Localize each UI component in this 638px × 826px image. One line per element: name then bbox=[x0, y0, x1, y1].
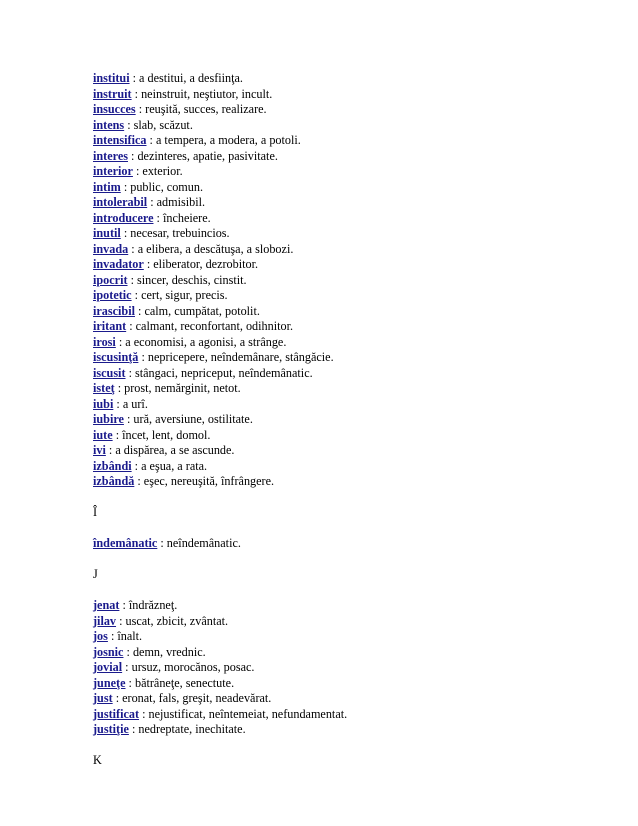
entry-antonyms: : ură, aversiune, ostilitate. bbox=[123, 412, 253, 426]
entry-antonyms: : a urî. bbox=[113, 396, 148, 411]
blank-line bbox=[93, 521, 613, 537]
dictionary-entry bbox=[93, 614, 613, 630]
entry-term-link[interactable]: institui bbox=[93, 71, 130, 85]
entry-antonyms: : nedreptate, inechitate. bbox=[128, 722, 246, 736]
entry-antonyms: : îndrăzneţ. bbox=[119, 598, 178, 612]
entry-antonyms: : calmant, reconfortant, odihnitor. bbox=[126, 319, 294, 333]
entry-term-link[interactable]: jenat bbox=[93, 598, 120, 612]
entry-term-link[interactable]: justiţie bbox=[93, 722, 129, 736]
dictionary-entry bbox=[93, 164, 613, 180]
entry-term-link[interactable]: invada bbox=[93, 241, 129, 256]
entry-term-link[interactable]: inutil bbox=[93, 226, 121, 240]
entry-term-link[interactable]: just bbox=[93, 691, 113, 705]
dictionary-entry bbox=[93, 474, 613, 490]
entry-term-link[interactable]: juneţe bbox=[93, 675, 126, 690]
dictionary-entry bbox=[93, 273, 613, 289]
dictionary-entry bbox=[93, 660, 613, 676]
entry-antonyms: : uscat, zbicit, zvântat. bbox=[116, 613, 229, 628]
entry-term-link[interactable]: ivi bbox=[93, 443, 106, 457]
entry-antonyms: : necesar, trebuincios. bbox=[120, 226, 230, 240]
dictionary-entry bbox=[93, 335, 613, 351]
entry-antonyms: : a dispărea, a se ascunde. bbox=[105, 443, 235, 457]
dictionary-entry bbox=[93, 149, 613, 165]
entry-antonyms: : nepricepere, neîndemânare, stângăcie. bbox=[138, 350, 334, 364]
dictionary-entry bbox=[93, 691, 613, 707]
dictionary-entry bbox=[93, 412, 613, 428]
entry-antonyms: : eronat, fals, greşit, neadevărat. bbox=[112, 691, 272, 705]
section-letter: K bbox=[93, 753, 102, 767]
blank-line bbox=[93, 552, 613, 568]
entry-antonyms: : încheiere. bbox=[153, 210, 211, 225]
entry-antonyms: : bătrâneţe, senectute. bbox=[125, 675, 235, 690]
entry-antonyms: : a tempera, a modera, a potoli. bbox=[146, 133, 301, 147]
blank-line bbox=[93, 490, 613, 506]
entry-antonyms: : exterior. bbox=[132, 164, 183, 178]
dictionary-entry bbox=[93, 102, 613, 118]
entry-term-link[interactable]: insucces bbox=[93, 102, 136, 116]
entry-term-link[interactable]: interes bbox=[93, 148, 128, 163]
entry-term-link[interactable]: îndemânatic bbox=[93, 536, 158, 550]
dictionary-entry bbox=[93, 226, 613, 242]
blank-line bbox=[93, 738, 613, 754]
entry-term-link[interactable]: intim bbox=[93, 179, 121, 194]
entry-term-link[interactable]: josnic bbox=[93, 644, 124, 659]
blank-line bbox=[93, 583, 613, 599]
dictionary-entry bbox=[93, 381, 613, 397]
entry-antonyms: : admisibil. bbox=[147, 195, 206, 209]
dictionary-entry bbox=[93, 629, 613, 645]
entry-term-link[interactable]: isteţ bbox=[93, 381, 115, 395]
blank-line bbox=[93, 769, 613, 785]
entry-term-link[interactable]: iubi bbox=[93, 396, 114, 411]
dictionary-entry bbox=[93, 257, 613, 273]
entry-term-link[interactable]: irascibil bbox=[93, 303, 135, 318]
entry-antonyms: : calm, cumpătat, potolit. bbox=[134, 303, 260, 318]
dictionary-entry bbox=[93, 288, 613, 304]
dictionary-entry bbox=[93, 443, 613, 459]
entry-antonyms: : demn, vrednic. bbox=[123, 644, 206, 659]
dictionary-entry bbox=[93, 71, 613, 87]
entry-antonyms: : ursuz, morocănos, posac. bbox=[122, 660, 255, 674]
entry-term-link[interactable]: intensifica bbox=[93, 133, 147, 147]
dictionary-entry bbox=[93, 319, 613, 335]
entry-antonyms: : nejustificat, neîntemeiat, nefundamentat. bbox=[139, 706, 348, 721]
entry-antonyms: : eşec, nereuşită, înfrângere. bbox=[134, 474, 275, 488]
dictionary-entry bbox=[93, 536, 613, 552]
entry-term-link[interactable]: instruit bbox=[93, 86, 132, 101]
entry-antonyms: : reuşită, succes, realizare. bbox=[135, 102, 267, 116]
dictionary-entry bbox=[93, 366, 613, 382]
entry-antonyms: : eliberator, dezrobitor. bbox=[143, 257, 259, 271]
dictionary-entry bbox=[93, 722, 613, 738]
entry-term-link[interactable]: invadator bbox=[93, 257, 144, 271]
entry-term-link[interactable]: iubire bbox=[93, 412, 124, 426]
entry-antonyms: : dezinteres, apatie, pasivitate. bbox=[127, 148, 278, 163]
dictionary-entry bbox=[93, 428, 613, 444]
entry-term-link[interactable]: ipotetic bbox=[93, 288, 132, 302]
entry-term-link[interactable]: jos bbox=[93, 629, 108, 643]
section-letter: Î bbox=[93, 505, 98, 519]
dictionary-entry bbox=[93, 87, 613, 103]
dictionary-entry bbox=[93, 459, 613, 475]
entry-term-link[interactable]: iritant bbox=[93, 319, 127, 333]
entry-term-link[interactable]: ipocrit bbox=[93, 272, 128, 287]
dictionary-entry bbox=[93, 118, 613, 134]
entry-term-link[interactable]: izbândi bbox=[93, 458, 132, 473]
dictionary-entry bbox=[93, 676, 613, 692]
entry-antonyms: : înalt. bbox=[107, 629, 143, 643]
dictionary-entry bbox=[93, 397, 613, 413]
entry-antonyms: : încet, lent, domol. bbox=[112, 427, 211, 442]
dictionary-entry bbox=[93, 242, 613, 258]
entry-term-link[interactable]: iscusinţă bbox=[93, 350, 139, 364]
entry-antonyms: : public, comun. bbox=[120, 179, 204, 194]
dictionary-entry bbox=[93, 350, 613, 366]
entry-term-link[interactable]: intens bbox=[93, 117, 125, 132]
entry-antonyms: : neinstruit, neştiutor, incult. bbox=[131, 86, 273, 101]
entry-term-link[interactable]: iscusit bbox=[93, 365, 126, 380]
dictionary-entries bbox=[93, 71, 613, 784]
dictionary-entry bbox=[93, 707, 613, 723]
entry-term-link[interactable]: justificat bbox=[93, 706, 140, 721]
entry-term-link[interactable]: jilav bbox=[93, 613, 117, 628]
entry-term-link[interactable]: intolerabil bbox=[93, 195, 148, 209]
entry-antonyms: : a destitui, a desfiinţa. bbox=[129, 71, 243, 85]
entry-antonyms: : a elibera, a descătuşa, a slobozi. bbox=[128, 241, 294, 256]
entry-term-link[interactable]: interior bbox=[93, 164, 133, 178]
entry-term-link[interactable]: jovial bbox=[93, 660, 123, 674]
dictionary-entry bbox=[93, 133, 613, 149]
dictionary-entry bbox=[93, 304, 613, 320]
entry-antonyms: : neîndemânatic. bbox=[157, 536, 241, 550]
dictionary-entry bbox=[93, 645, 613, 661]
dictionary-entry bbox=[93, 180, 613, 196]
entry-antonyms: : a eşua, a rata. bbox=[131, 458, 208, 473]
entry-antonyms: : slab, scăzut. bbox=[124, 117, 193, 132]
entry-term-link[interactable]: irosi bbox=[93, 334, 116, 349]
dictionary-entry bbox=[93, 195, 613, 211]
entry-antonyms: : prost, nemărginit, netot. bbox=[114, 381, 241, 395]
section-letter: J bbox=[93, 567, 98, 581]
entry-antonyms: : sincer, deschis, cinstit. bbox=[127, 272, 247, 287]
entry-term-link[interactable]: iute bbox=[93, 427, 113, 442]
entry-term-link[interactable]: izbândă bbox=[93, 474, 135, 488]
entry-term-link[interactable]: introducere bbox=[93, 210, 154, 225]
dictionary-entry bbox=[93, 598, 613, 614]
entry-antonyms: : a economisi, a agonisi, a strânge. bbox=[115, 334, 287, 349]
dictionary-entry bbox=[93, 211, 613, 227]
entry-antonyms: : stângaci, nepriceput, neîndemânatic. bbox=[125, 365, 313, 380]
entry-antonyms: : cert, sigur, precis. bbox=[131, 288, 228, 302]
